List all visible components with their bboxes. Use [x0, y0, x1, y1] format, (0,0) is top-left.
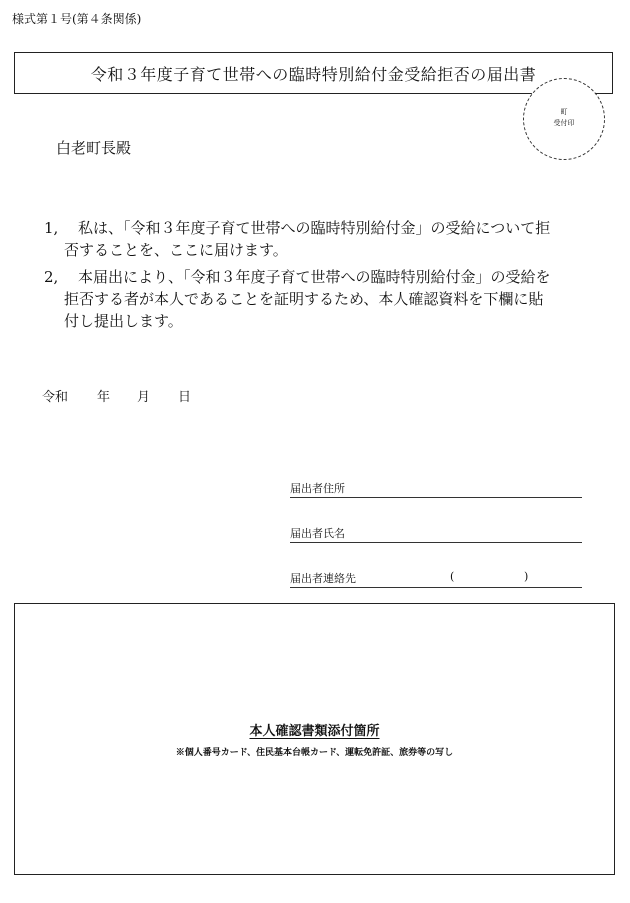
item-1-line-1: 私は、「令和３年度子育て世帯への臨時特別給付金」の受給について拒 — [78, 219, 551, 237]
contact-paren-open: ( — [450, 570, 455, 583]
id-document-attachment-area — [14, 603, 615, 875]
form-number-label: 様式第１号(第４条関係) — [12, 12, 142, 26]
date-era: 令和 — [42, 390, 69, 405]
addressee: 白老町長殿 — [56, 139, 132, 157]
item-2-line-2: 拒否する者が本人であることを証明するため、本人確認資料を下欄に貼 — [64, 290, 544, 308]
applicant-address-label: 届出者住所 — [290, 482, 345, 495]
applicant-address-field[interactable] — [290, 480, 582, 498]
attachment-title: 本人確認書類添付箇所 — [249, 724, 380, 739]
item-1-number: 1, — [44, 219, 59, 237]
item-1-line-2: 否することを、ここに届けます。 — [64, 241, 288, 259]
date-year: 年 — [97, 390, 111, 405]
date-day: 日 — [178, 390, 192, 405]
item-2-number: 2, — [44, 268, 59, 286]
date-month: 月 — [137, 390, 151, 405]
applicant-contact-label: 届出者連絡先 — [290, 572, 356, 585]
contact-paren-close: ) — [524, 570, 529, 583]
attachment-note: ※個人番号カード、住民基本台帳カード、運転免許証、旅券等の写し — [175, 748, 454, 758]
item-2-line-3: 付し提出します。 — [64, 312, 183, 330]
stamp-reception-label: 受付印 — [553, 119, 575, 127]
applicant-contact-field[interactable] — [290, 570, 582, 588]
document-title: 令和３年度子育て世帯への臨時特別給付金受給拒否の届出書 — [14, 52, 613, 94]
item-2-line-1: 本届出により、「令和３年度子育て世帯への臨時特別給付金」の受給を — [78, 268, 551, 286]
applicant-name-label: 届出者氏名 — [290, 527, 345, 540]
applicant-name-field[interactable] — [290, 525, 582, 543]
stamp-town-label: 町 — [560, 108, 568, 116]
